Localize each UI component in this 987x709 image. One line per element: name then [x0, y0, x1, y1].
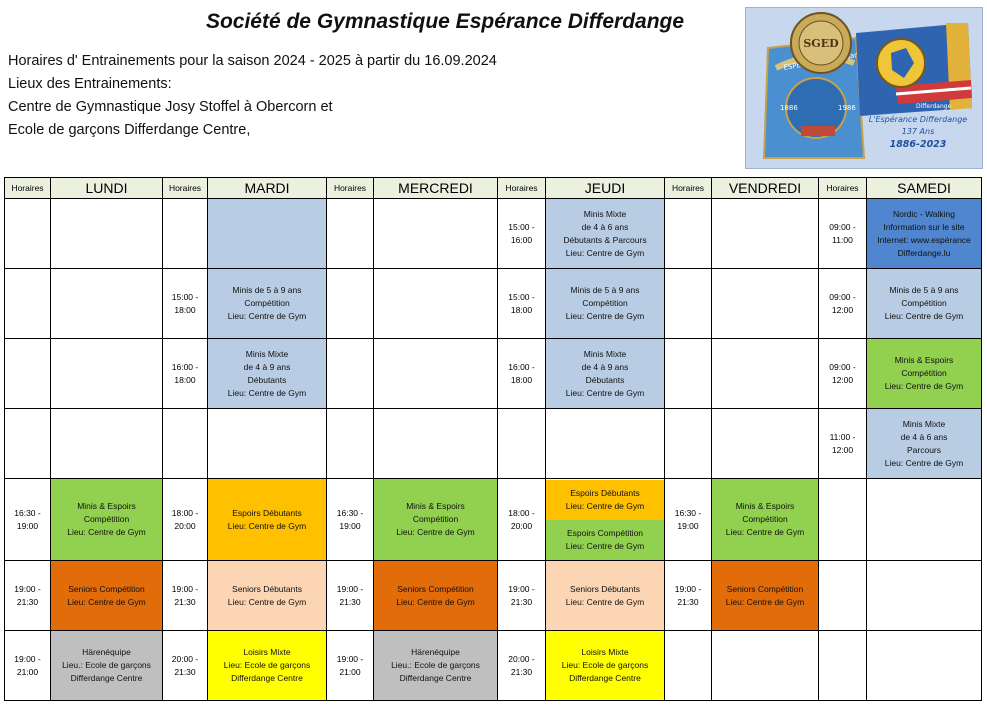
activity-cell-mercredi [374, 479, 498, 561]
activity-line: de 4 à 6 ans [900, 431, 948, 442]
activity-line: Minis Mixte [245, 348, 289, 359]
time-line: 21:00 [339, 666, 361, 677]
activity-line: de 4 à 6 ans [581, 221, 629, 232]
activity-line: Débutants [247, 374, 287, 385]
time-cell-mardi [163, 479, 208, 561]
activity-line: Parcours [906, 444, 941, 455]
activity-line: Minis de 5 à 9 ans [570, 285, 640, 295]
activity-cell-mardi [208, 269, 327, 339]
time-cell-jeudi [498, 409, 546, 479]
activity-cell-mardi [208, 409, 327, 479]
time-cell-mercredi [327, 409, 374, 479]
info-line-season: Horaires d' Entrainements pour la saison 2024 - 2025 à partir du 16.09.2024 [8, 53, 497, 69]
time-cell-vendredi [665, 631, 712, 701]
time-cell-lundi [5, 339, 51, 409]
time-line: 18:00 [510, 374, 533, 385]
activity-cell-lundi [51, 269, 163, 339]
activity-cell-mercredi [374, 339, 498, 409]
activity-line: Lieu: Centre de Gym [227, 596, 307, 607]
time-line: 21:00 [16, 666, 39, 677]
activity-line: Differdange Centre [70, 673, 143, 683]
activity-line: Härenéquipe [411, 647, 460, 657]
activity-line: Lieu: Centre de Gym [565, 540, 645, 551]
day-header-jeudi: JEUDI [546, 178, 665, 199]
activity-cell-samedi [867, 479, 982, 561]
time-line: 20:00 - [171, 653, 199, 664]
activity-line: Lieu: Centre de Gym [396, 596, 475, 607]
time-line: 21:30 [174, 596, 196, 607]
horaires-header: Horaires [5, 178, 51, 199]
activity-cell-jeudi [546, 339, 665, 409]
activity-block [546, 520, 664, 560]
activity-line: Internet: www.espérance [877, 234, 971, 245]
time-line: 09:00 - [829, 221, 856, 232]
time-cell-vendredi [665, 339, 712, 409]
activity-line: Seniors Compétition [68, 583, 145, 594]
horaires-header: Horaires [819, 178, 867, 199]
time-cell-samedi [819, 199, 867, 269]
time-line: 16:30 - [336, 507, 364, 518]
time-cell-jeudi [498, 269, 546, 339]
activity-line: Härenéquipe [82, 647, 131, 657]
time-cell-lundi [5, 561, 51, 631]
time-line: 21:30 [16, 596, 39, 607]
time-cell-mercredi [327, 199, 374, 269]
time-line: 21:30 [677, 596, 699, 607]
day-header-mardi: MARDI [208, 178, 327, 199]
time-line: 19:00 - [14, 583, 41, 594]
time-line: 20:00 [174, 520, 196, 531]
activity-cell-samedi [867, 409, 982, 479]
time-cell-vendredi [665, 479, 712, 561]
banner-year-left: 1886 [780, 104, 798, 112]
time-line: 19:00 - [171, 583, 199, 594]
time-cell-mardi [163, 339, 208, 409]
time-cell-jeudi [498, 479, 546, 561]
activity-line: Espoirs Débutants [570, 487, 640, 498]
activity-line: Lieu: Centre de Gym [227, 387, 307, 398]
page-title: Société de Gymnastique Espérance Differdange [205, 10, 685, 33]
time-cell-mercredi [327, 269, 374, 339]
time-line: 18:00 - [171, 507, 199, 518]
activity-line: Differdange Centre [399, 673, 472, 683]
activity-line: Lieu: Ecole de garçons [561, 660, 649, 670]
activity-line: Seniors Débutants [232, 583, 302, 594]
time-cell-mardi [163, 631, 208, 701]
activity-line: Minis & Espoirs [406, 501, 465, 511]
activity-line: Lieu.: Ecole de garçons [391, 660, 480, 670]
time-line: 18:00 [174, 374, 196, 385]
header-row [5, 178, 982, 199]
activity-line: Seniors Débutants [570, 583, 640, 594]
time-cell-jeudi [498, 199, 546, 269]
logo-caption-1: L'Espérance Differdange [868, 115, 968, 124]
time-cell-mercredi [327, 339, 374, 409]
activity-cell-lundi [51, 339, 163, 409]
time-line: 12:00 [831, 374, 854, 385]
activity-cell-mercredi [374, 561, 498, 631]
activity-cell-jeudi [546, 269, 665, 339]
activity-cell-samedi [867, 561, 982, 631]
time-cell-mercredi [327, 479, 374, 561]
activity-line: Compétition [901, 368, 947, 378]
time-cell-vendredi [665, 561, 712, 631]
time-line: 20:00 [510, 520, 533, 531]
time-line: 16:00 - [508, 361, 535, 372]
activity-line: Minis & Espoirs [77, 501, 136, 511]
time-cell-lundi [5, 631, 51, 701]
activity-cell-mardi [208, 561, 327, 631]
activity-line: Minis Mixte [902, 418, 946, 429]
time-cell-samedi [819, 339, 867, 409]
activity-cell-mercredi [374, 269, 498, 339]
time-line: 19:00 - [14, 653, 41, 664]
time-line: 18:00 - [508, 507, 535, 518]
time-line: 19:00 [16, 520, 39, 531]
time-cell-mercredi [327, 561, 374, 631]
time-line: 12:00 [831, 304, 854, 315]
activity-cell-vendredi [712, 561, 819, 631]
time-cell-samedi [819, 409, 867, 479]
activity-line: Minis Mixte [583, 348, 627, 359]
activity-cell-vendredi [712, 479, 819, 561]
activity-line: Differdange.lu [897, 247, 951, 258]
time-line: 19:00 - [336, 653, 364, 664]
activity-line: Compétition [83, 514, 130, 524]
activity-cell-samedi [867, 631, 982, 701]
time-line: 18:00 [174, 304, 196, 315]
activity-line: Nordic - Walking [892, 208, 956, 219]
activity-cell-jeudi [546, 199, 665, 269]
activity-line: Compétition [582, 298, 628, 308]
activity-cell-mardi [208, 479, 327, 561]
time-line: 11:00 - [829, 431, 856, 442]
activity-cell-lundi [51, 199, 163, 269]
activity-line: Loisirs Mixte [581, 647, 629, 657]
activity-line: Information sur le site [883, 221, 965, 232]
info-line-locations: Lieux des Entrainements: [8, 76, 172, 92]
activity-block [546, 480, 664, 520]
activity-line: Compétition [901, 298, 947, 308]
time-line: 20:00 - [508, 653, 535, 664]
activity-cell-vendredi [712, 409, 819, 479]
time-cell-mercredi [327, 631, 374, 701]
horaires-header: Horaires [665, 178, 712, 199]
activity-line: Lieu: Centre de Gym [884, 381, 964, 391]
activity-line: Débutants [585, 374, 625, 385]
activity-line: Lieu: Centre de Gym [565, 247, 645, 258]
banner-year-right: 1986 [838, 104, 856, 112]
time-cell-samedi [819, 631, 867, 701]
activity-line: Lieu: Centre de Gym [565, 311, 645, 321]
time-cell-mardi [163, 561, 208, 631]
activity-line: Minis de 5 à 9 ans [232, 285, 302, 295]
club-logo-image [745, 7, 983, 169]
time-cell-lundi [5, 409, 51, 479]
activity-cell-mercredi [374, 199, 498, 269]
season-info [8, 50, 497, 142]
time-line: 19:00 - [674, 583, 702, 594]
activity-cell-jeudi [546, 631, 665, 701]
activity-cell-mercredi [374, 409, 498, 479]
day-header-samedi: SAMEDI [867, 178, 982, 199]
activity-line: Seniors Compétition [726, 583, 804, 594]
activity-cell-samedi [867, 269, 982, 339]
time-cell-samedi [819, 561, 867, 631]
activity-line: Lieu: Ecole de garçons [223, 660, 311, 670]
horaires-header: Horaires [498, 178, 546, 199]
time-line: 15:00 - [171, 291, 199, 302]
activity-line: Lieu: Centre de Gym [565, 387, 645, 398]
activity-cell-mardi [208, 199, 327, 269]
activity-cell-lundi [51, 479, 163, 561]
activity-cell-mercredi [374, 631, 498, 701]
activity-line: Lieu: Centre de Gym [565, 500, 645, 511]
time-cell-jeudi [498, 561, 546, 631]
table-row [5, 561, 982, 631]
time-line: 16:30 - [14, 507, 41, 518]
activity-line: Lieu: Centre de Gym [884, 311, 964, 321]
activity-line: de 4 à 9 ans [581, 361, 629, 372]
table-row [5, 339, 982, 409]
time-line: 16:30 - [674, 507, 702, 518]
time-line: 11:00 [832, 234, 853, 245]
activity-line: Lieu: Centre de Gym [884, 457, 964, 468]
seal-text: SGED [803, 37, 839, 50]
horaires-header: Horaires [327, 178, 374, 199]
time-line: 16:00 [510, 234, 533, 245]
activity-cell-samedi [867, 339, 982, 409]
info-line-location-1: Centre de Gymnastique Josy Stoffel à Obercorn et [8, 99, 333, 115]
activity-line: Compétition [244, 298, 290, 308]
time-cell-lundi [5, 479, 51, 561]
table-row [5, 269, 982, 339]
time-line: 21:30 [339, 596, 361, 607]
day-header-mercredi: MERCREDI [374, 178, 498, 199]
activity-cell-lundi [51, 631, 163, 701]
seal-image [791, 13, 851, 73]
horaires-header: Horaires [163, 178, 208, 199]
table-row [5, 199, 982, 269]
time-cell-jeudi [498, 339, 546, 409]
activity-line: Espoirs Compétition [566, 527, 644, 538]
time-cell-vendredi [665, 199, 712, 269]
activity-line: Compétition [742, 514, 788, 524]
activity-line: de 4 à 9 ans [243, 361, 291, 372]
logo-caption-2: 137 Ans [901, 127, 935, 136]
activity-line: Minis de 5 à 9 ans [889, 285, 959, 295]
activity-line: Lieu: Centre de Gym [396, 527, 475, 537]
time-line: 15:00 - [508, 291, 535, 302]
activity-line: Minis Mixte [583, 208, 627, 219]
activity-line: Lieu: Centre de Gym [725, 596, 805, 607]
activity-cell-vendredi [712, 199, 819, 269]
table-row [5, 409, 982, 479]
activity-line: Loisirs Mixte [243, 647, 291, 657]
time-line: 09:00 - [829, 291, 856, 302]
activity-line: Minis & Espoirs [894, 355, 954, 365]
day-header-vendredi: VENDREDI [712, 178, 819, 199]
time-line: 19:00 - [336, 583, 364, 594]
table-row [5, 479, 982, 561]
time-cell-vendredi [665, 409, 712, 479]
activity-line: Débutants & Parcours [563, 234, 647, 245]
activity-cell-lundi [51, 409, 163, 479]
activity-cell-mardi [208, 339, 327, 409]
activity-line: Compétition [412, 514, 459, 524]
time-line: 21:30 [510, 596, 533, 607]
time-line: 12:00 [831, 444, 854, 455]
time-cell-samedi [819, 269, 867, 339]
time-cell-samedi [819, 479, 867, 561]
activity-cell-samedi [867, 199, 982, 269]
activity-cell-lundi [51, 561, 163, 631]
activity-line: Lieu: Centre de Gym [565, 596, 645, 607]
activity-line: Seniors Compétition [397, 583, 474, 594]
activity-cell-mardi [208, 631, 327, 701]
time-line: 16:00 - [171, 361, 199, 372]
activity-line: Differdange Centre [569, 673, 641, 683]
activity-line: Lieu: Centre de Gym [227, 311, 307, 321]
time-line: 19:00 - [508, 583, 535, 594]
time-cell-lundi [5, 199, 51, 269]
time-line: 19:00 [339, 520, 361, 531]
time-cell-lundi [5, 269, 51, 339]
schedule-table [4, 177, 982, 701]
activity-cell-vendredi [712, 339, 819, 409]
time-line: 19:00 [677, 520, 699, 531]
time-line: 09:00 - [829, 361, 856, 372]
time-line: 18:00 [510, 304, 533, 315]
time-line: 21:30 [174, 666, 196, 677]
activity-line: Espoirs Débutants [232, 507, 302, 518]
activity-cell-vendredi [712, 631, 819, 701]
activity-line: Differdange Centre [231, 673, 303, 683]
activity-line: Lieu: Centre de Gym [67, 596, 146, 607]
activity-cell-jeudi [546, 409, 665, 479]
activity-cell-jeudi [546, 479, 665, 561]
activity-cell-vendredi [712, 269, 819, 339]
activity-line: Lieu: Centre de Gym [67, 527, 146, 537]
time-cell-mardi [163, 199, 208, 269]
time-cell-jeudi [498, 631, 546, 701]
flag-image [856, 23, 972, 116]
logo-caption-3: 1886-2023 [889, 139, 947, 150]
activity-line: Lieu: Centre de Gym [725, 527, 805, 537]
time-line: 15:00 - [508, 221, 535, 232]
activity-line: Minis & Espoirs [735, 501, 795, 511]
time-cell-vendredi [665, 269, 712, 339]
flag-text: Differdange [916, 103, 952, 110]
day-header-lundi: LUNDI [51, 178, 163, 199]
table-row [5, 631, 982, 701]
info-line-location-2: Ecole de garçons Differdange Centre, [8, 122, 251, 138]
activity-line: Lieu.: Ecole de garçons [62, 660, 151, 670]
activity-cell-jeudi [546, 561, 665, 631]
time-cell-mardi [163, 409, 208, 479]
time-cell-mardi [163, 269, 208, 339]
time-line: 21:30 [510, 666, 533, 677]
activity-line: Lieu: Centre de Gym [227, 520, 307, 531]
